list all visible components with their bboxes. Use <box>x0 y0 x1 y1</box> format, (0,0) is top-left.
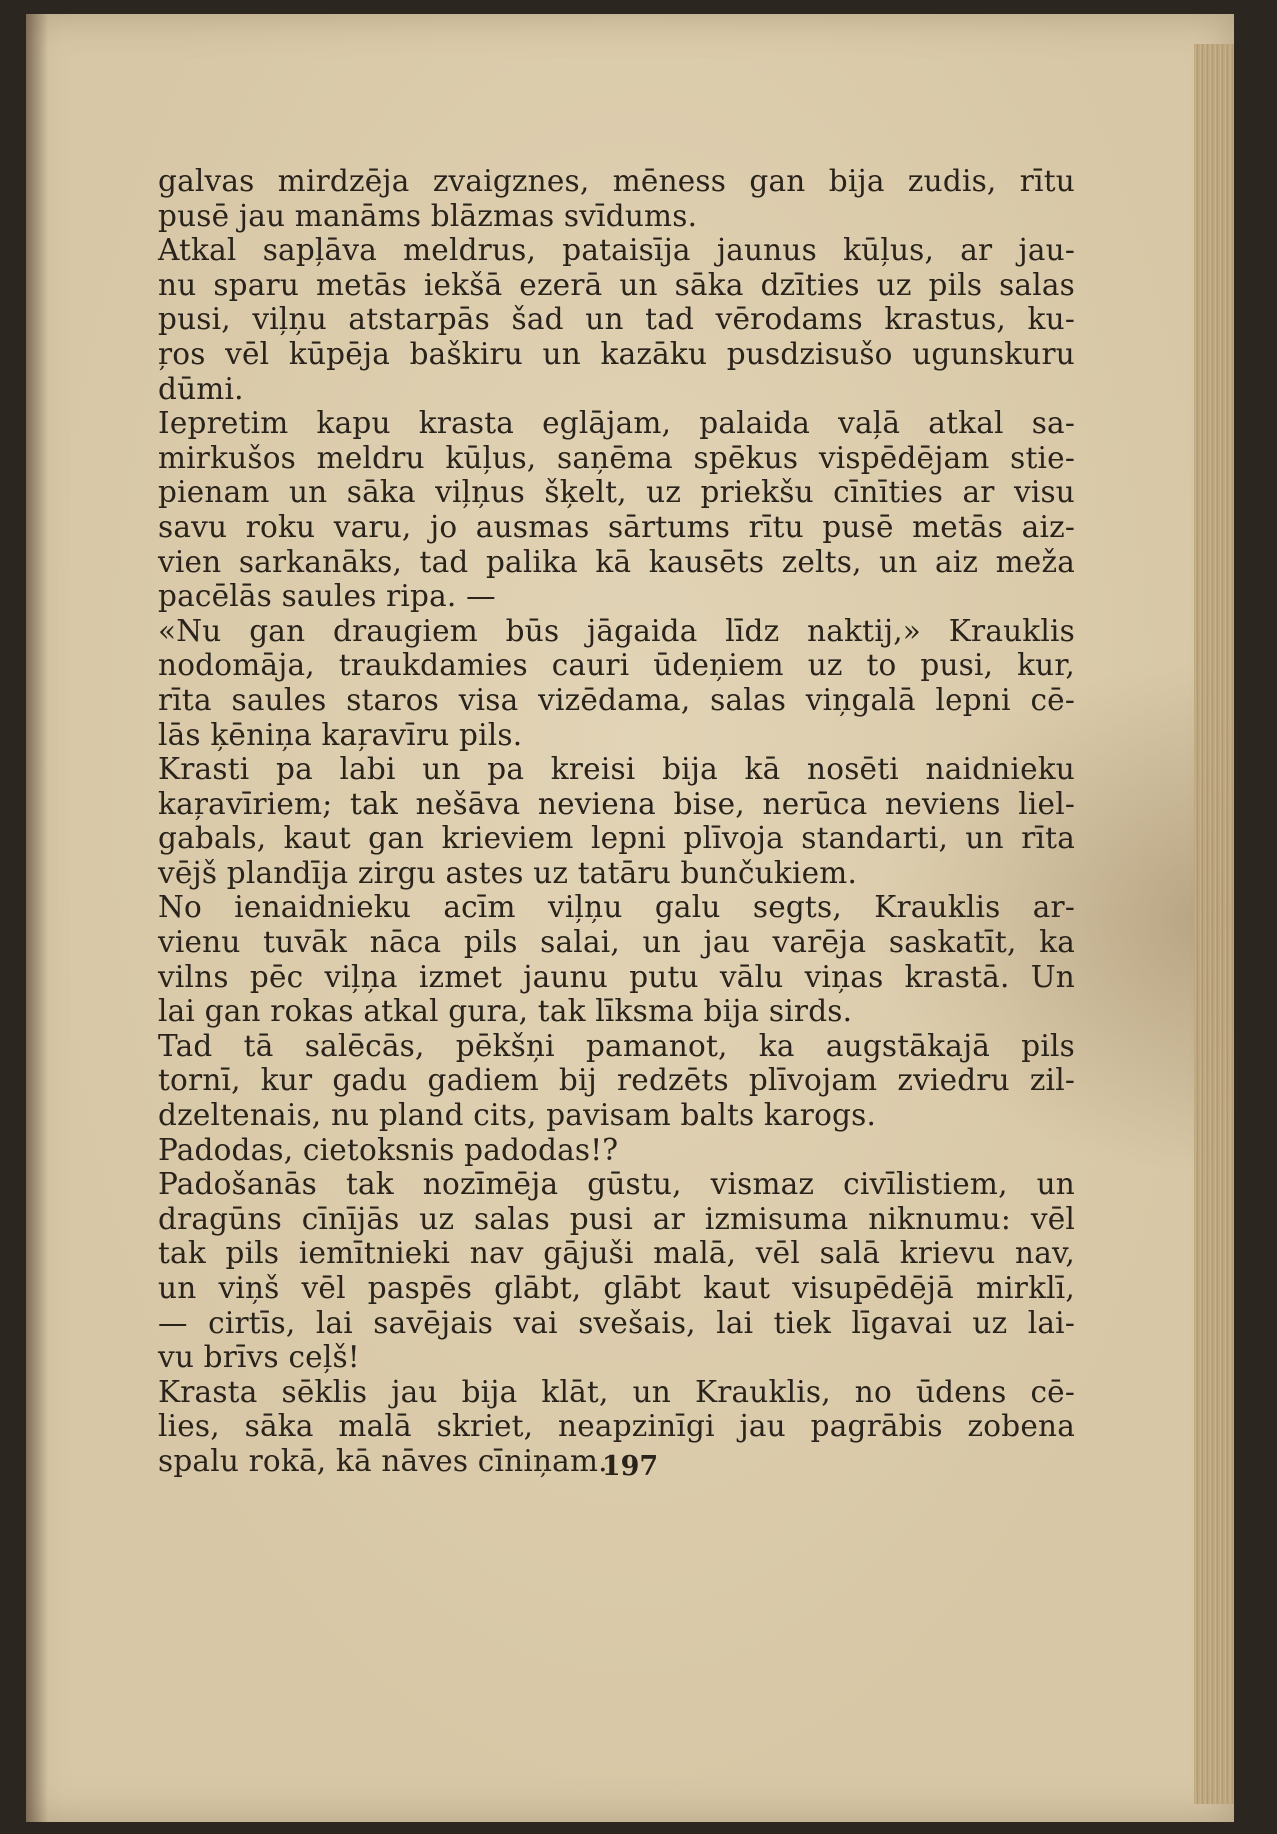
text-line: un viņš vēl paspēs glābt, glābt kaut visupēdējā mirklī, <box>158 1271 1075 1305</box>
text-line: vienu tuvāk nāca pils salai, un jau varēja saskatīt, ka <box>158 925 1075 960</box>
text-line: Padodas, cietoksnis padodas!? <box>158 1132 619 1167</box>
text-line: pacēlās saules ripa. — <box>158 579 496 614</box>
page-edges <box>1194 44 1234 1804</box>
text-line: galvas mirdzēja zvaigznes, mēness gan bija zudis, rītu <box>158 164 1075 198</box>
text-line: lies, sāka malā skriet, neapzinīgi jau pagrābis zobena <box>158 1409 1075 1444</box>
text-line: mirkušos meldru kūļus, saņēma spēkus vispēdējam stie- <box>158 440 1075 475</box>
text-line: vilns pēc viļņa izmet jaunu putu vālu viņas krastā. Un <box>158 959 1075 994</box>
text-line: pusi, viļņu atstarpās šad un tad vērodams krastus, ku- <box>158 302 1075 337</box>
text-line: pienam un sāka viļņus šķelt, uz priekšu cīnīties ar visu <box>158 475 1075 510</box>
text-line: kaŗavīriem; tak nešāva neviena bise, nerūca neviens liel- <box>158 786 1075 821</box>
text-line: ŗos vēl kūpēja baškiru un kazāku pusdzisušo ugunskuru <box>158 336 1075 371</box>
text-line: lai gan rokas atkal gura, tak līksma bija sirds. <box>158 994 853 1029</box>
text-line: tornī, kur gadu gadiem bij redzēts plīvojam zviedru zil- <box>158 1063 1075 1098</box>
text-line: Krasti pa labi un pa kreisi bija kā nosēti naidnieku <box>158 752 1075 787</box>
book-page <box>26 14 1234 1822</box>
text-line: spalu rokā, kā nāves cīniņam. <box>158 1443 608 1478</box>
text-line: tak pils iemītnieki nav gājuši malā, vēl salā krievu nav, <box>158 1236 1075 1271</box>
text-line: — cirtīs, lai savējais vai svešais, lai tiek līgavai uz lai- <box>158 1305 1075 1340</box>
page-number: 197 <box>601 1451 659 1482</box>
binding-shadow <box>26 14 48 1822</box>
text-line: Tad tā salēcās, pēkšņi pamanot, ka augstākajā pils <box>158 1028 1075 1063</box>
body-text <box>158 164 1075 1479</box>
text-line: nodomāja, traukdamies cauri ūdeņiem uz to pusi, kur, <box>158 648 1075 683</box>
text-line: vējš plandīja zirgu astes uz tatāru bunčukiem. <box>158 855 858 890</box>
text-line: savu roku varu, jo ausmas sārtums rītu pusē metās aiz- <box>158 509 1075 544</box>
text-line: vien sarkanāks, tad palika kā kausēts zelts, un aiz meža <box>158 544 1075 579</box>
text-line: rīta saules staros visa vizēdama, salas viņgalā lepni cē- <box>158 682 1075 717</box>
text-line: nu sparu metās iekšā ezerā un sāka dzīties uz pils salas <box>158 267 1075 302</box>
text-line: dūmi. <box>158 371 244 406</box>
text-line: Padošanās tak nozīmēja gūstu, vismaz civīlistiem, un <box>158 1167 1075 1202</box>
text-line: «Nu gan draugiem būs jāgaida līdz naktij,» Krauklis <box>158 613 1075 648</box>
text-line: dragūns cīnījās uz salas pusi ar izmisuma niknumu: vēl <box>158 1201 1075 1236</box>
text-line: dzeltenais, nu pland cits, pavisam balts karogs. <box>158 1098 877 1133</box>
text-line: Atkal sapļāva meldrus, pataisīja jaunus kūļus, ar jau- <box>158 233 1075 268</box>
text-line: vu brīvs ceļš! <box>158 1340 360 1375</box>
text-line: gabals, kaut gan krieviem lepni plīvoja standarti, un rīta <box>158 821 1075 856</box>
text-line: pusē jau manāms blāzmas svīdums. <box>158 198 698 233</box>
text-line: lās ķēniņa kaŗavīru pils. <box>158 717 523 752</box>
text-line: Iepretim kapu krasta eglājam, palaida vaļā atkal sa- <box>158 406 1075 441</box>
text-line: No ienaidnieku acīm viļņu galu segts, Krauklis ar- <box>158 890 1075 925</box>
text-line: Krasta sēklis jau bija klāt, un Krauklis, no ūdens cē- <box>158 1374 1075 1409</box>
